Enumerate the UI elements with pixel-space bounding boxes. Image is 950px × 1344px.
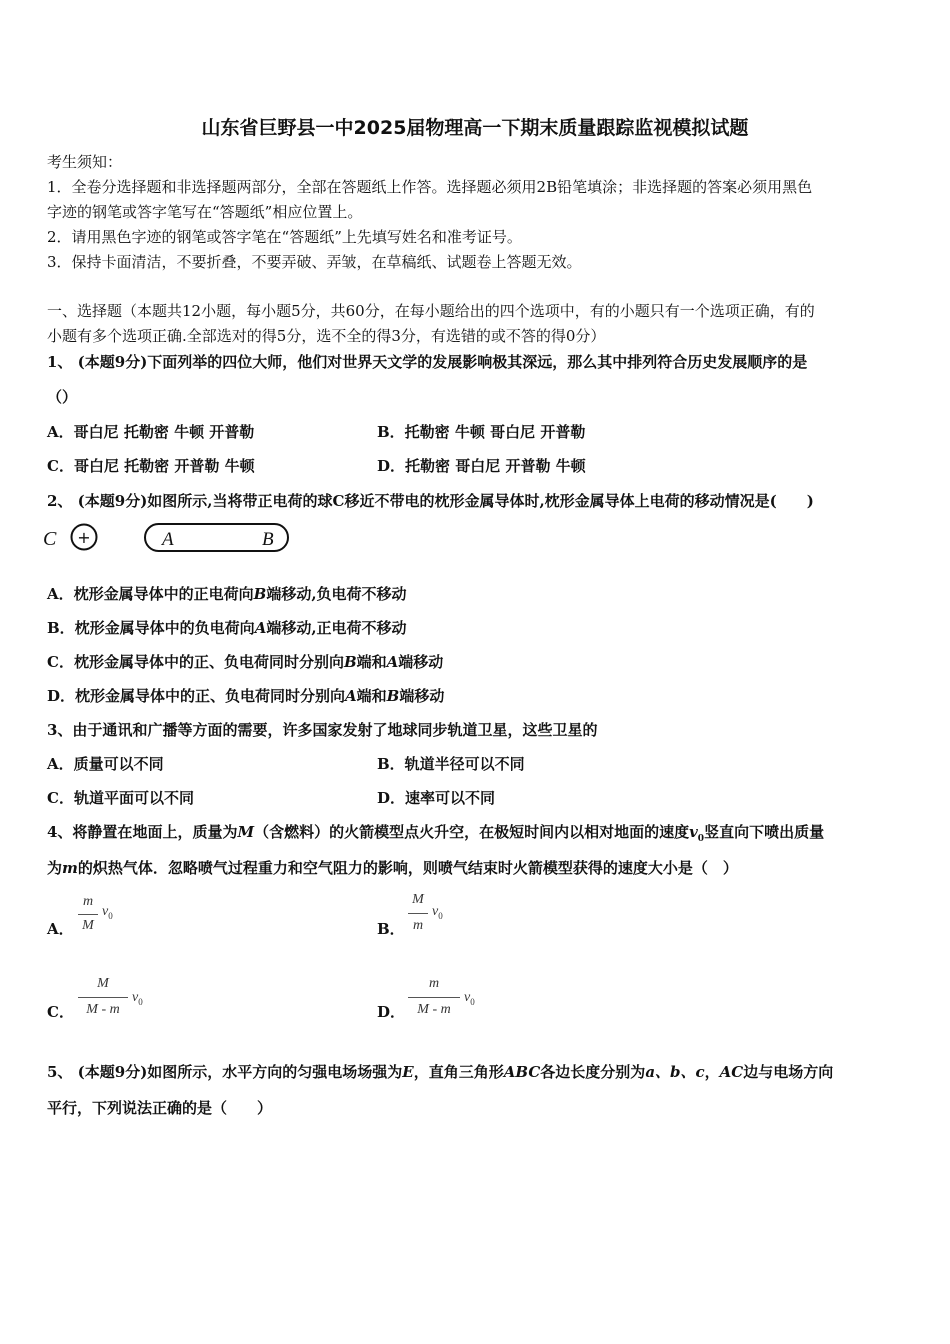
end-label-a: A bbox=[162, 529, 174, 550]
section-header-line2: 小题有多个选项正确.全部选对的得5分，选不全的得3分，有选错的或不答的得0分） bbox=[47, 327, 606, 345]
q4-stem-line1: 4、将静置在地面上，质量为M（含燃料）的火箭模型点火升空，在极短时间内以相对地面的速度$v_0$竖直向下喷出质量 bbox=[47, 823, 825, 844]
q4-stem-line2: 为m的炽热气体．忽略喷气过程重力和空气阻力的影响，则喷气结束时火箭模型获得的速度大小是（ ） bbox=[47, 859, 738, 877]
q1-blank: （） bbox=[47, 388, 78, 406]
q4-option-d-label: D． bbox=[377, 1003, 406, 1021]
q2-stem: 2、 (本题9分)如图所示,当将带正电荷的球C移近不带电的枕形金属导体时,枕形金属导体上电荷的移动情况是( ) bbox=[47, 492, 814, 510]
q1-option-c: C．哥白尼 托勒密 开普勒 牛顿 bbox=[47, 457, 255, 475]
notice-item: 1．全卷分选择题和非选择题两部分，全部在答题纸上作答。选择题必须用2B铅笔填涂；非选择题的答案必须用黑色 bbox=[47, 178, 813, 196]
q4-option-a-formula: m M $v_0$ bbox=[78, 894, 118, 944]
q4-option-c-label: C． bbox=[47, 1003, 74, 1021]
notice-item: 字迹的钢笔或答字笔写在“答题纸”相应位置上。 bbox=[47, 203, 363, 221]
q3-option-a: A．质量可以不同 bbox=[47, 755, 164, 773]
q4-option-b-label: B． bbox=[377, 920, 405, 938]
q2-option-c: C．枕形金属导体中的正、负电荷同时分别向B端和A端移动 bbox=[47, 653, 444, 671]
q3-option-d: D．速率可以不同 bbox=[377, 789, 496, 807]
q1-stem: 1、 (本题9分)下面列举的四位大师，他们对世界天文学的发展影响极其深远，那么其中排列符合历史发展顺序的是 bbox=[47, 353, 808, 371]
q2-option-a: A．枕形金属导体中的正电荷向B端移动,负电荷不移动 bbox=[47, 585, 407, 603]
q3-option-c: C．轨道平面可以不同 bbox=[47, 789, 194, 807]
notice-item: 3．保持卡面清洁，不要折叠，不要弄破、弄皱，在草稿纸、试题卷上答题无效。 bbox=[47, 253, 582, 271]
notice-item: 2．请用黑色字迹的钢笔或答字笔在“答题纸”上先填写姓名和准考证号。 bbox=[47, 228, 522, 246]
section-header-line1: 一、选择题（本题共12小题，每小题5分，共60分，在每小题给出的四个选项中，有的小题只有一个选项正确，有的 bbox=[47, 302, 815, 320]
q4-option-c-formula: M M - m $v_0$ bbox=[78, 976, 158, 1026]
end-label-b: B bbox=[262, 529, 274, 550]
q1-option-d: D．托勒密 哥白尼 开普勒 牛顿 bbox=[377, 457, 586, 475]
q2-option-d: D．枕形金属导体中的正、负电荷同时分别向A端和B端移动 bbox=[47, 687, 445, 705]
q3-stem: 3、由于通讯和广播等方面的需要，许多国家发射了地球同步轨道卫星，这些卫星的 bbox=[47, 721, 598, 739]
q4-option-d-formula: m M - m $v_0$ bbox=[408, 976, 488, 1026]
q5-stem-line1: 5、 (本题9分)如图所示，水平方向的匀强电场场强为E，直角三角形ABC各边长度分别为a、b、c，AC边与电场方向 bbox=[47, 1063, 834, 1081]
q5-stem-line2: 平行，下列说法正确的是（ ） bbox=[47, 1099, 273, 1117]
plus-sign: + bbox=[77, 528, 91, 547]
q3-option-b: B．轨道半径可以不同 bbox=[377, 755, 525, 773]
q2-figure bbox=[40, 518, 300, 558]
q4-option-b-formula: M m $v_0$ bbox=[408, 892, 448, 942]
q2-option-b: B．枕形金属导体中的负电荷向A端移动,正电荷不移动 bbox=[47, 619, 407, 637]
charge-label-c: C bbox=[43, 528, 57, 550]
q4-option-a-label: A． bbox=[47, 920, 74, 938]
q1-option-b: B．托勒密 牛顿 哥白尼 开普勒 bbox=[377, 423, 586, 441]
notice-heading: 考生须知： bbox=[47, 153, 123, 171]
page-title: 山东省巨野县一中2025届物理高一下期末质量跟踪监视模拟试题 bbox=[201, 117, 749, 139]
q1-option-a: A．哥白尼 托勒密 牛顿 开普勒 bbox=[47, 423, 255, 441]
